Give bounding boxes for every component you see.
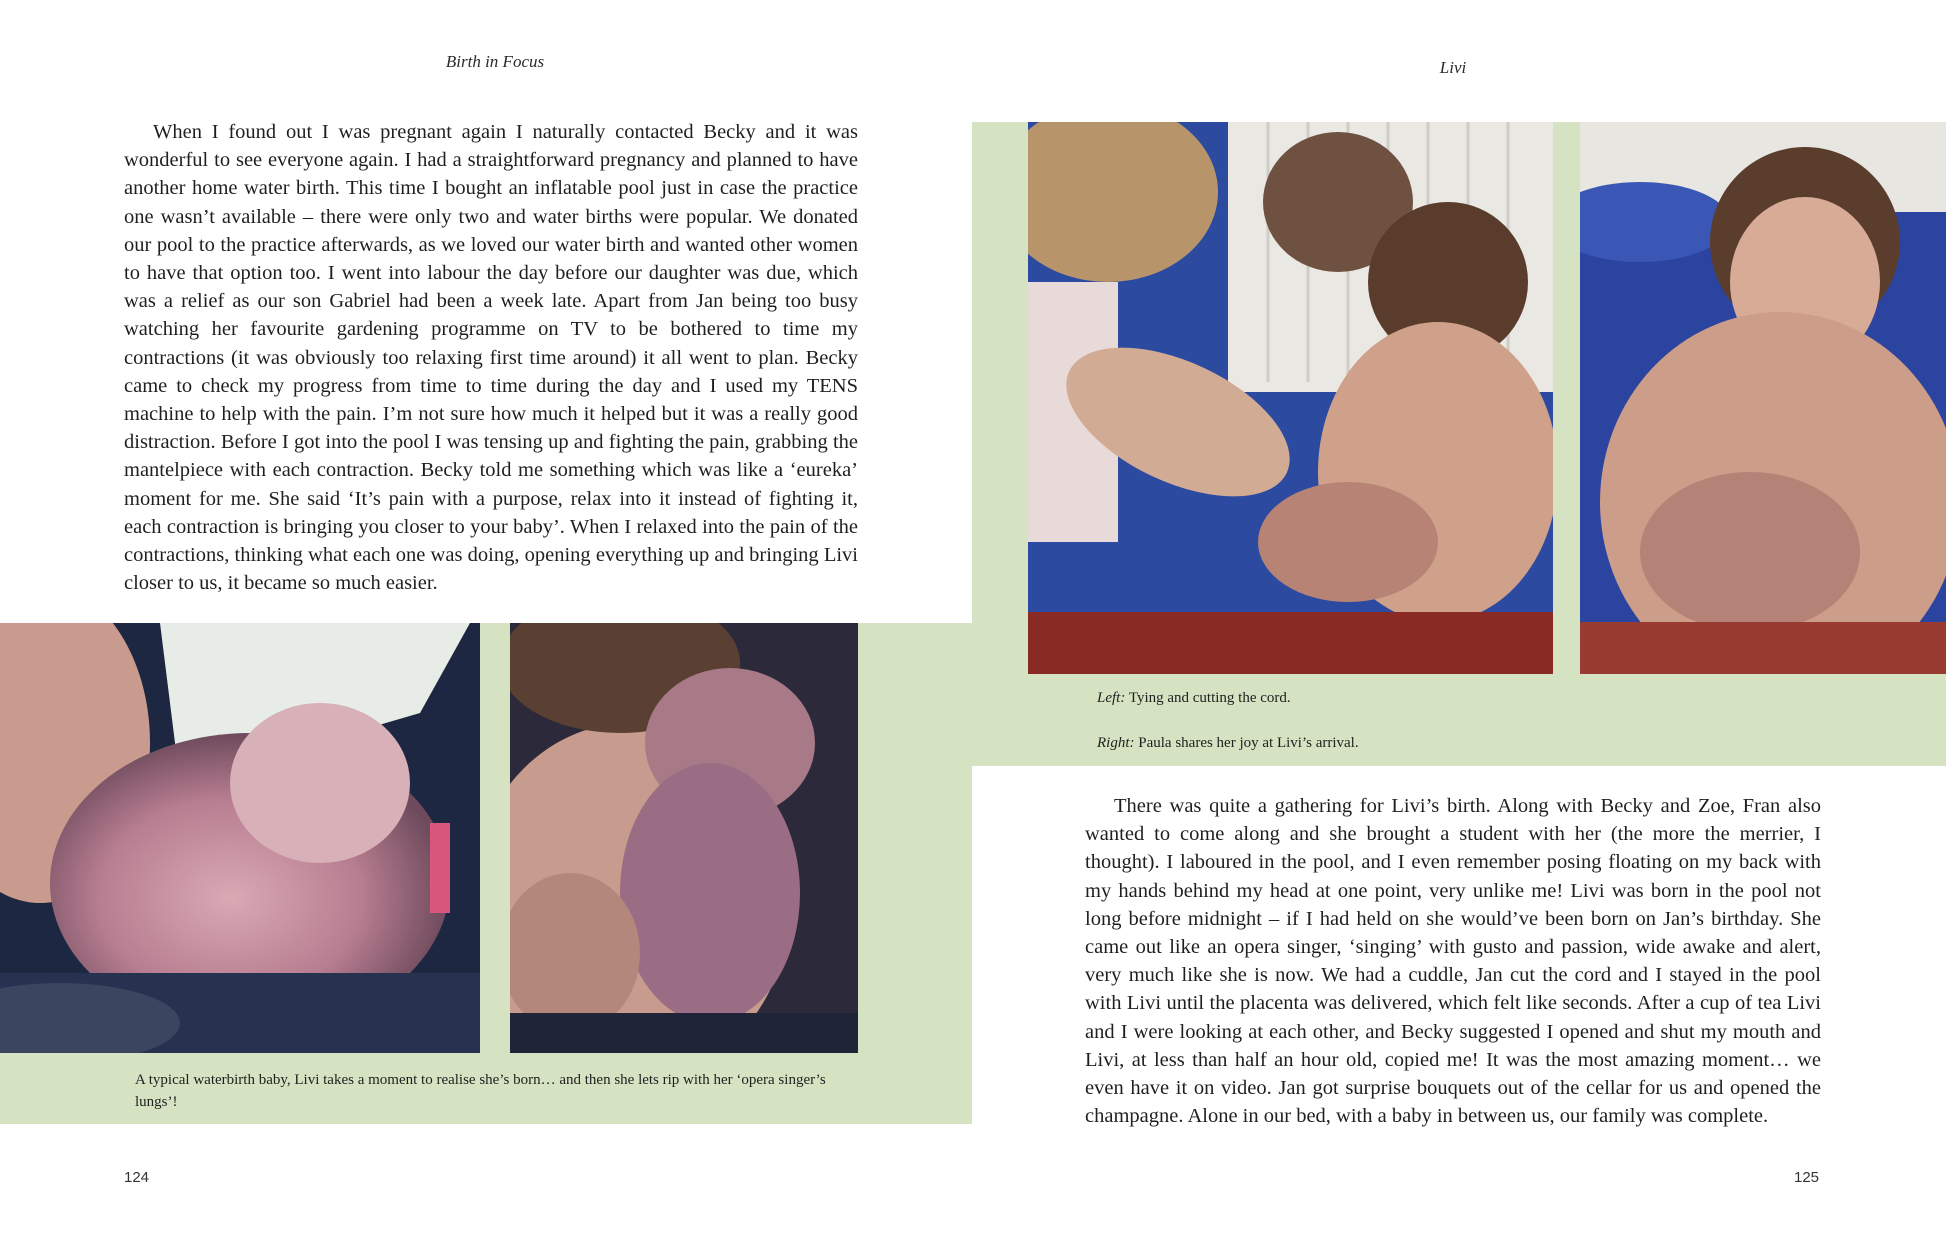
caption-right-label: Right: — [1097, 735, 1135, 751]
right-page-number: 125 — [1794, 1169, 1820, 1186]
photo-cutting-cord — [1028, 122, 1553, 674]
right-caption-right — [1097, 732, 1597, 754]
photo-waterbirth-baby — [0, 623, 480, 1053]
photo-paula-joy-image — [1580, 122, 1946, 674]
photo-waterbirth-baby-image — [0, 623, 480, 1053]
right-body-text — [1085, 792, 1821, 1130]
caption-left-label: Left: — [1097, 690, 1126, 706]
left-body-paragraph: When I found out I was pregnant again I naturally contacted Becky and it was wonderful to see everyone again. I had a straightforward pregnancy and planned to have another home water birth. This time I bought an inflatable pool just in case the practice one wasn’t available – there were only two and water births were popular. We donated our pool to the practice afterwards, as we loved our water birth and wanted other women to have that option too. I went into labour the day before our daughter was due, which was a relief as our son Gabriel had been a week late. Apart from Jan being too busy watching her favourite gardening programme on TV to be bothered to time my contractions (it was obviously too relaxing first time around) it all went to plan. Becky came to check my progress from time to time during the day and I used my TENS machine to help with the pain. I’m not sure how much it helped but it was a really good distraction. Before I got into the pool I was tensing up and fighting the pain, grabbing the mantelpiece with each contraction. Becky told me something which was like a ‘eureka’ moment for me. She said ‘It’s pain with a purpose, relax into it instead of fighting it, each contraction is bringing you closer to your baby’. When I relaxed into the pain of the contractions, thinking what each one was doing, opening everything up and bringing Livi closer to us, it became so much easier. — [124, 121, 858, 595]
left-body-text — [124, 118, 858, 597]
right-running-header: Livi — [1439, 58, 1467, 77]
right-caption-left — [1097, 687, 1597, 709]
photo-paula-joy — [1580, 122, 1946, 674]
photo-crying-baby — [510, 623, 858, 1053]
left-running-header: Birth in Focus — [445, 52, 545, 71]
left-page-number: 124 — [124, 1169, 150, 1186]
caption-right-text: Paula shares her joy at Livi’s arrival. — [1138, 735, 1359, 751]
right-body-paragraph: There was quite a gathering for Livi’s birth. Along with Becky and Zoe, Fran also wanted to come along and she brought a student with her (the more the merrier, I thought). I laboured in the pool, and I even remember posing floating on my back with my hands behind my head at one point, very unlike me! Livi was born in the pool not long before midnight – if I had held on she would’ve been born on Jan’s birthday. She came out like an opera singer, ‘singing’ with gusto and passion, wide awake and alert, very much like she is now. We had a cuddle, Jan cut the cord and I stayed in the pool with Livi until the placenta was delivered, which felt like seconds. After a cup of tea Livi and I were looking at each other, and Becky suggested I opened and shut my mouth and Livi, at less than half an hour old, copied me! It was the most amazing moment… we even have it on video. Jan got surprise bouquets out of the cellar for us and opened the champagne. Alone in our bed, with a baby in between us, our family was complete. — [1085, 795, 1821, 1128]
photo-crying-baby-image — [510, 623, 858, 1053]
left-caption: A typical waterbirth baby, Livi takes a moment to realise she’s born… and then she lets rip with her ‘opera singer’s lungs’! — [135, 1072, 826, 1110]
caption-left-text: Tying and cutting the cord. — [1128, 690, 1291, 706]
photo-cutting-cord-image — [1028, 122, 1553, 674]
